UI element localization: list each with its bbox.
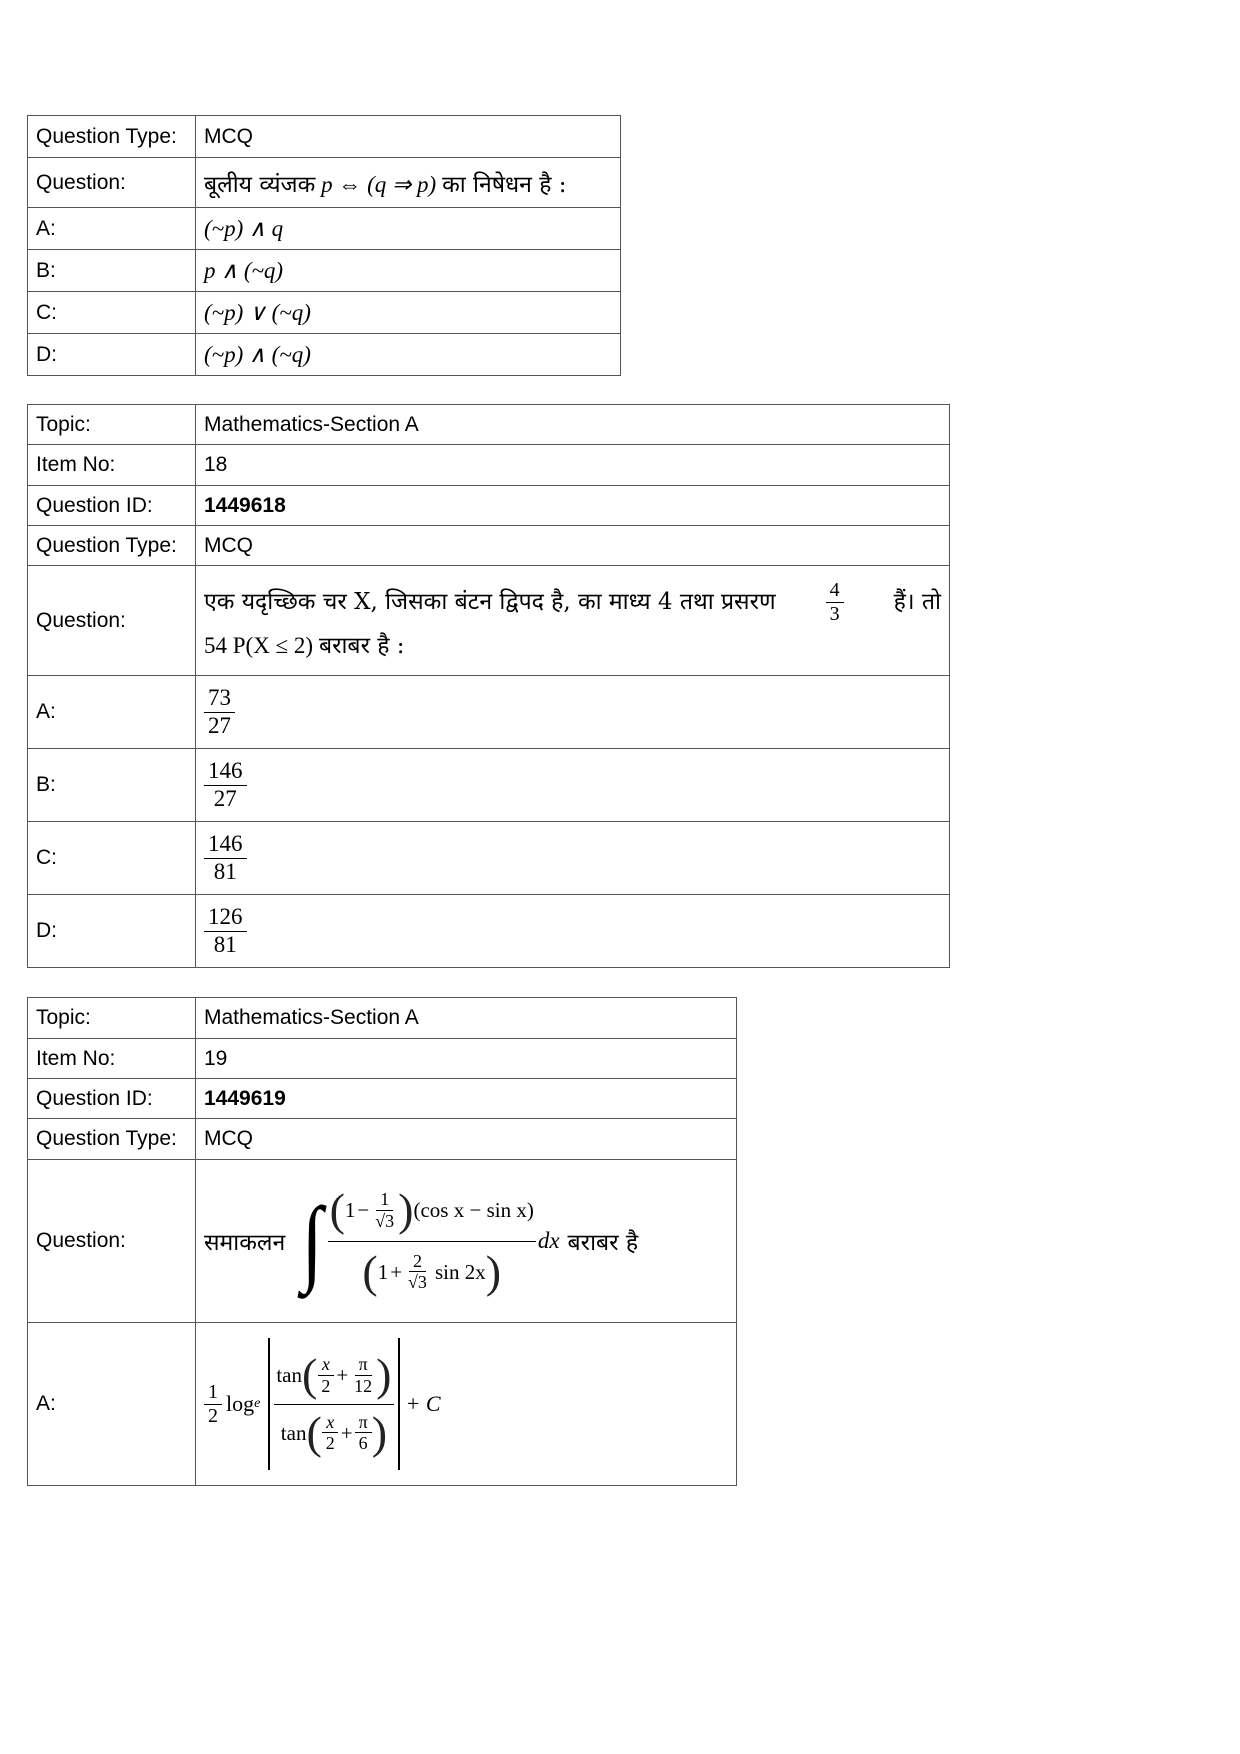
value-topic: Mathematics-Section A: [196, 998, 737, 1039]
tan-text: tan: [276, 1362, 302, 1387]
variance-fraction: [826, 579, 844, 626]
value-question-id: 1449619: [196, 1079, 737, 1119]
number-one: 1: [377, 1259, 389, 1284]
question-table-3: [27, 997, 737, 1486]
integrand-fraction: [328, 1184, 536, 1299]
option-c-fraction: [204, 831, 247, 885]
half-numerator: 1: [204, 1381, 222, 1405]
label-option-a: A:: [28, 676, 196, 749]
tan-denominator-row: [281, 1407, 387, 1460]
six-denominator: 6: [358, 1433, 368, 1454]
twelve-denominator: 12: [354, 1375, 373, 1396]
question-suffix: बराबर है: [567, 1230, 639, 1256]
pi-over-12: [350, 1354, 376, 1396]
abs-bar-left: [268, 1338, 270, 1470]
sin-2x: sin 2x: [434, 1259, 486, 1284]
option-a: [196, 1323, 737, 1486]
label-question-type: Question Type:: [28, 116, 196, 158]
value-item-no: 19: [196, 1039, 737, 1079]
variance-denominator: 3: [829, 602, 840, 625]
label-question: Question:: [28, 158, 196, 208]
plus-sign: +: [390, 1259, 403, 1284]
question-table-2: [27, 404, 950, 968]
value-question-type: MCQ: [196, 116, 621, 158]
question-content: [196, 1160, 737, 1323]
value-question-id: 1449618: [196, 486, 950, 526]
paren-close: ): [485, 1245, 502, 1297]
half-fraction: [204, 1381, 222, 1428]
two-denominator: 2: [325, 1433, 335, 1454]
variance-numerator: 4: [826, 579, 844, 603]
x-numerator: x: [318, 1354, 334, 1376]
pi-numerator: π: [355, 1354, 372, 1376]
label-item-no: Item No:: [28, 1039, 196, 1079]
option-b: p ∧ (~q): [196, 250, 621, 292]
label-option-b: B:: [28, 250, 196, 292]
abs-bar-right: [398, 1338, 400, 1470]
label-option-a: A:: [28, 208, 196, 250]
label-question-type: Question Type:: [28, 1119, 196, 1160]
fraction-denominator: √3: [408, 1272, 427, 1293]
value-topic: Mathematics-Section A: [196, 405, 950, 445]
question-line-1: एक यदृच्छिक चर X, जिसका बंटन द्विपद है, का माध्य 4 तथा प्रसरण: [204, 589, 776, 616]
plus-sign: +: [340, 1420, 353, 1445]
option-b-fraction: [204, 758, 247, 812]
label-option-c: C:: [28, 822, 196, 895]
tan-ratio-numerator: [274, 1349, 393, 1405]
option-d-numerator: 126: [204, 904, 247, 931]
fraction-numerator: 1: [376, 1189, 393, 1211]
option-a: (~p) ∧ q: [196, 208, 621, 250]
question-line-2-text: बराबर है :: [318, 632, 405, 659]
question-line-2-expression: 54 P(X ≤ 2): [204, 632, 314, 658]
label-topic: Topic:: [28, 405, 196, 445]
question-line-1-end: हैं। तो: [893, 589, 941, 616]
option-c-denominator: 81: [213, 858, 237, 884]
integrand-denominator-row: [362, 1246, 501, 1299]
value-question-type: MCQ: [196, 1119, 737, 1160]
option-a: [196, 676, 950, 749]
two-denominator: 2: [321, 1375, 331, 1396]
minus-sign: −: [357, 1197, 370, 1222]
option-c: [196, 822, 950, 895]
paren-open: (: [362, 1245, 378, 1297]
plus-constant: + C: [405, 1391, 441, 1416]
x-over-2: [322, 1412, 339, 1454]
option-d: [196, 895, 950, 968]
number-one: 1: [344, 1197, 356, 1222]
paren-open: (: [306, 1406, 322, 1458]
value-question-type: MCQ: [196, 526, 950, 566]
option-a-denominator: 27: [208, 712, 231, 738]
value-item-no: 18: [196, 445, 950, 486]
label-item-no: Item No:: [28, 445, 196, 486]
fraction-numerator: 2: [409, 1251, 426, 1273]
option-d-denominator: 81: [213, 931, 237, 957]
option-b-numerator: 146: [204, 758, 247, 785]
label-option-b: B:: [28, 749, 196, 822]
question-table-1: [27, 115, 621, 376]
log-text: log: [226, 1391, 255, 1416]
option-b-denominator: 27: [213, 785, 237, 811]
paren-open: (: [329, 1183, 345, 1235]
paren-open: (: [302, 1348, 318, 1400]
one-over-root3: [371, 1189, 398, 1231]
label-question: Question:: [28, 566, 196, 676]
pi-over-6: [355, 1412, 372, 1454]
label-topic: Topic:: [28, 998, 196, 1039]
paren-close: ): [376, 1348, 392, 1400]
question-prefix: समाकलन: [204, 1230, 286, 1256]
integral-sign: ∫: [301, 1187, 323, 1294]
option-d-fraction: [204, 904, 247, 958]
integrand-numerator-row: [330, 1184, 534, 1237]
option-a-fraction: [204, 685, 235, 739]
paren-close: ): [371, 1406, 388, 1458]
label-option-d: D:: [28, 895, 196, 968]
paren-close: ): [398, 1183, 414, 1235]
tan-ratio-fraction: [274, 1349, 393, 1460]
x-over-2: [317, 1354, 334, 1396]
integrand-numerator: [328, 1184, 536, 1242]
question-tail: का निषेधन है :: [442, 171, 567, 198]
cos-minus-sin: (cos x − sin x): [413, 1197, 534, 1222]
label-option-a: A:: [28, 1323, 196, 1486]
option-b: [196, 749, 950, 822]
half-denominator: 2: [208, 1404, 218, 1427]
pi-numerator: π: [355, 1412, 372, 1434]
label-question: Question:: [28, 1160, 196, 1323]
option-d: (~p) ∧ (~q): [196, 334, 621, 376]
label-question-id: Question ID:: [28, 1079, 196, 1119]
option-c-numerator: 146: [204, 831, 247, 858]
tan-numerator-row: [276, 1349, 391, 1402]
question-content: [196, 566, 950, 676]
plus-sign: +: [336, 1362, 349, 1387]
question-expression: p ⇔ (q ⇒ p): [321, 171, 437, 197]
label-option-c: C:: [28, 292, 196, 334]
fraction-denominator: √3: [375, 1210, 395, 1231]
integrand-denominator: [360, 1242, 503, 1299]
differential: dx: [537, 1228, 560, 1253]
question-text: बूलीय व्यंजक: [204, 171, 316, 198]
tan-text: tan: [280, 1420, 307, 1445]
option-c: (~p) ∨ (~q): [196, 292, 621, 334]
x-numerator: x: [322, 1412, 338, 1434]
label-question-id: Question ID:: [28, 486, 196, 526]
question-content: [196, 158, 621, 208]
tan-ratio-denominator: [279, 1405, 389, 1460]
option-a-numerator: 73: [204, 685, 235, 712]
two-over-root3: [404, 1251, 431, 1293]
log-base: e: [254, 1396, 261, 1411]
label-option-d: D:: [28, 334, 196, 376]
label-question-type: Question Type:: [28, 526, 196, 566]
